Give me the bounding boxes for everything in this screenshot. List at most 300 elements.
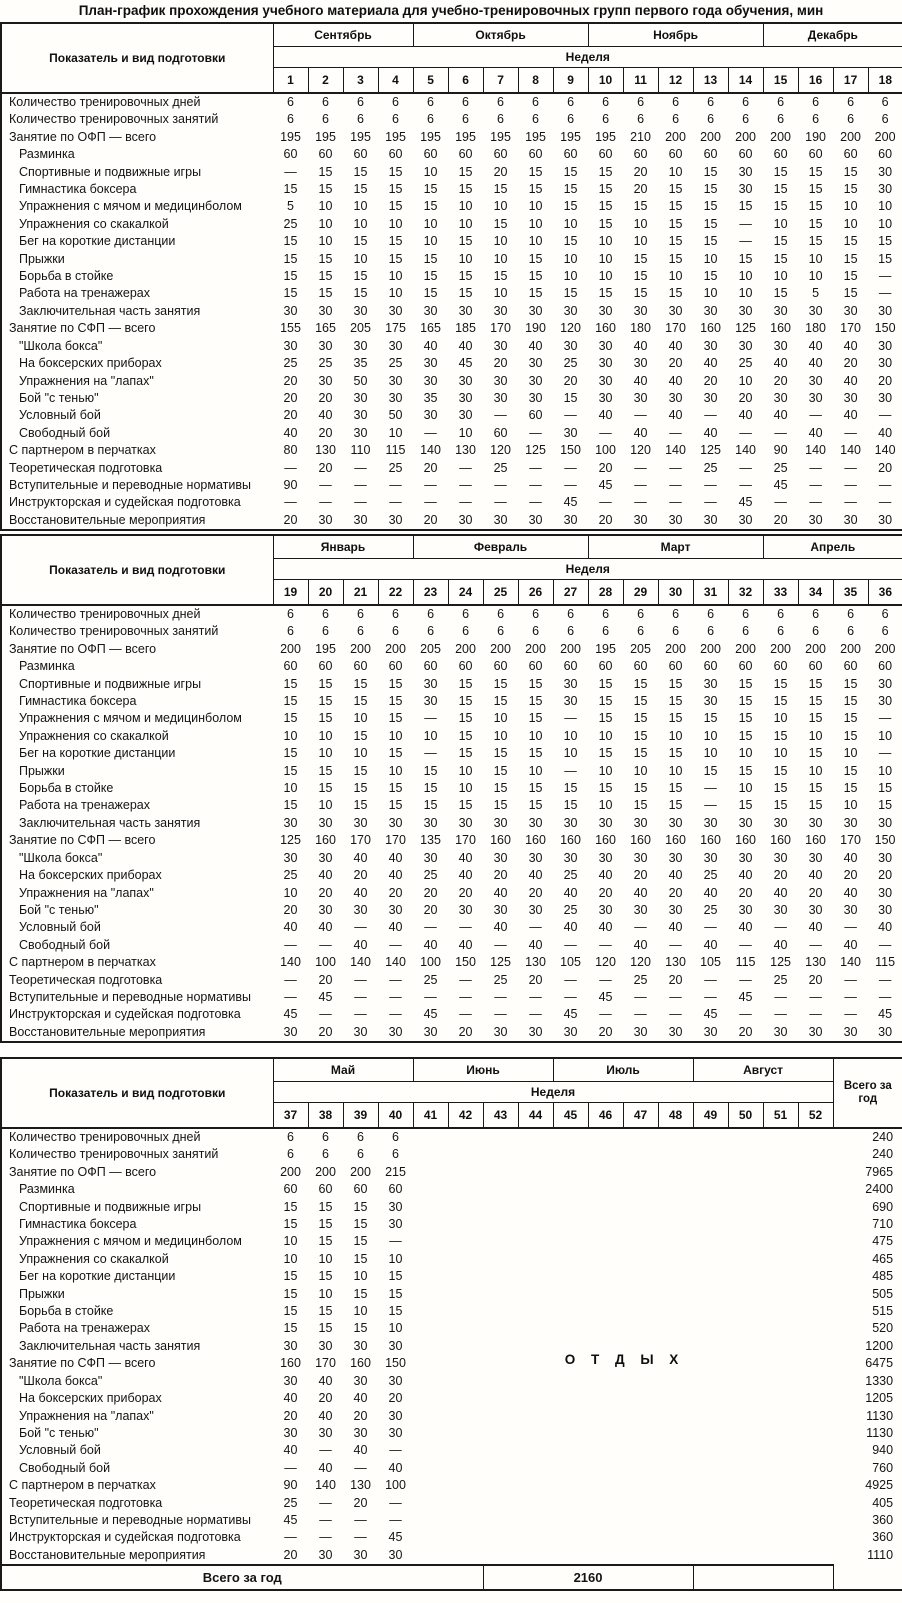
value-cell: 15 xyxy=(458,182,473,197)
value-cell: 6 xyxy=(742,607,750,621)
value-cell: 15 xyxy=(353,676,368,691)
value-cell: 15 xyxy=(563,182,578,197)
value-cell: — xyxy=(424,495,437,510)
value-cell: 15 xyxy=(668,182,683,197)
value-cell: 15 xyxy=(598,286,613,301)
value-cell: 15 xyxy=(703,269,718,284)
value-cell xyxy=(588,1128,623,1146)
value-cell: — xyxy=(564,408,577,423)
year-total-cell: 240 xyxy=(872,1147,894,1162)
value-cell: — xyxy=(389,1495,402,1510)
value-cell: 20 xyxy=(458,1024,473,1039)
row-label: Теоретическая подготовка xyxy=(9,460,163,475)
value-cell: 60 xyxy=(388,147,403,162)
value-cell: 15 xyxy=(738,251,753,266)
value-cell: 15 xyxy=(493,269,508,284)
value-cell: 45 xyxy=(598,989,613,1004)
value-cell: — xyxy=(424,989,437,1004)
value-cell: 15 xyxy=(458,798,473,813)
value-cell xyxy=(693,1373,728,1390)
row-label: Инструкторская и судейская подготовка xyxy=(9,1007,241,1022)
row-label: Упражнения со скакалкой xyxy=(19,216,169,231)
plan-table-2 xyxy=(0,534,902,1043)
value-cell: 30 xyxy=(318,303,333,318)
value-cell: 45 xyxy=(563,495,578,510)
week-number: 12 xyxy=(658,68,693,94)
value-cell xyxy=(798,1251,833,1268)
value-cell: 40 xyxy=(738,408,753,423)
table-row xyxy=(1,1408,902,1425)
value-cell: 6 xyxy=(567,607,575,621)
value-cell: 15 xyxy=(773,251,788,266)
value-cell xyxy=(483,1390,518,1407)
value-cell: 30 xyxy=(878,390,893,405)
value-cell: 20 xyxy=(283,1408,298,1423)
value-cell xyxy=(623,1512,658,1529)
value-cell: 30 xyxy=(283,815,298,830)
value-cell: — xyxy=(669,425,682,440)
value-cell: 30 xyxy=(773,902,788,917)
table-row xyxy=(1,164,902,181)
value-cell: — xyxy=(284,972,297,987)
row-label: Борьба в стойке xyxy=(19,781,114,796)
value-cell: 10 xyxy=(458,251,473,266)
table-row xyxy=(1,1251,902,1268)
value-cell: 60 xyxy=(598,659,613,674)
value-cell xyxy=(518,1128,553,1146)
value-cell: 10 xyxy=(353,1269,368,1284)
value-cell: 150 xyxy=(560,443,581,458)
value-cell xyxy=(728,1477,763,1494)
row-label: Упражнения со скакалкой xyxy=(19,728,169,743)
value-cell: 40 xyxy=(808,338,823,353)
value-cell: 195 xyxy=(490,129,511,144)
table-row xyxy=(1,989,902,1006)
value-cell: 10 xyxy=(493,286,508,301)
value-cell: 200 xyxy=(840,641,861,656)
value-cell: 15 xyxy=(283,286,298,301)
value-cell: 6 xyxy=(777,95,785,109)
value-cell: 30 xyxy=(843,815,858,830)
table-row xyxy=(1,832,902,849)
value-cell: — xyxy=(354,1007,367,1022)
value-cell xyxy=(623,1128,658,1146)
value-cell: 25 xyxy=(773,972,788,987)
value-cell: 60 xyxy=(318,659,333,674)
value-cell: 15 xyxy=(318,1199,333,1214)
week-number: 13 xyxy=(693,68,728,94)
value-cell: 30 xyxy=(388,390,403,405)
value-cell: 30 xyxy=(318,373,333,388)
table-row xyxy=(1,745,902,762)
value-cell: 20 xyxy=(878,460,893,475)
week-number: 43 xyxy=(483,1103,518,1129)
value-cell: 6 xyxy=(881,112,889,127)
value-cell xyxy=(623,1547,658,1565)
value-cell: 10 xyxy=(283,728,298,743)
value-cell: 25 xyxy=(283,1495,298,1510)
value-cell: 10 xyxy=(773,216,788,231)
value-cell: — xyxy=(809,937,822,952)
value-cell xyxy=(763,1547,798,1565)
value-cell: — xyxy=(809,460,822,475)
value-cell: 30 xyxy=(318,1338,333,1353)
value-cell: 15 xyxy=(878,798,893,813)
value-cell: — xyxy=(284,937,297,952)
year-total-cell: 465 xyxy=(872,1251,894,1266)
value-cell: — xyxy=(844,477,857,492)
week-number: 33 xyxy=(763,580,798,606)
value-cell: 30 xyxy=(318,815,333,830)
value-cell: 40 xyxy=(388,868,403,883)
value-cell: — xyxy=(494,477,507,492)
value-cell: 15 xyxy=(598,694,613,709)
value-cell: 60 xyxy=(878,659,893,674)
value-cell: 6 xyxy=(812,624,820,639)
row-label: Спортивные и подвижные игры xyxy=(19,164,202,179)
month-header: Октябрь xyxy=(413,23,588,47)
value-cell: 90 xyxy=(773,443,788,458)
value-cell xyxy=(693,1477,728,1494)
value-cell xyxy=(553,1181,588,1198)
value-cell xyxy=(623,1268,658,1285)
value-cell: 10 xyxy=(633,763,648,778)
value-cell xyxy=(448,1216,483,1233)
value-cell: — xyxy=(354,477,367,492)
value-cell: 15 xyxy=(388,1304,403,1319)
value-cell: 6 xyxy=(357,1147,364,1162)
value-cell: 20 xyxy=(738,1024,753,1039)
value-cell: — xyxy=(424,425,437,440)
value-cell: 10 xyxy=(318,1251,333,1266)
value-cell: 15 xyxy=(668,286,683,301)
value-cell xyxy=(518,1251,553,1268)
table-row xyxy=(1,797,902,814)
week-number: 1 xyxy=(273,68,308,94)
value-cell: 25 xyxy=(388,460,403,475)
value-cell: 25 xyxy=(283,868,298,883)
value-cell xyxy=(693,1164,728,1181)
value-cell xyxy=(413,1251,448,1268)
week-number: 6 xyxy=(448,68,483,94)
value-cell: — xyxy=(704,477,717,492)
row-label: Прыжки xyxy=(19,763,65,778)
value-cell: 30 xyxy=(388,338,403,353)
value-cell: 6 xyxy=(322,112,329,127)
value-cell: 30 xyxy=(353,338,368,353)
value-cell: 30 xyxy=(388,1373,403,1388)
row-label: Занятие по ОФП — всего xyxy=(9,129,157,144)
table-row xyxy=(1,1128,902,1146)
value-cell xyxy=(483,1233,518,1250)
value-cell: 30 xyxy=(703,676,718,691)
value-cell: 10 xyxy=(423,728,438,743)
value-cell: 10 xyxy=(458,781,473,796)
value-cell: 40 xyxy=(668,338,683,353)
grand-total-value: 2160 xyxy=(483,1565,693,1590)
value-cell xyxy=(658,1268,693,1285)
value-cell xyxy=(658,1442,693,1459)
value-cell: 15 xyxy=(493,798,508,813)
value-cell: — xyxy=(459,972,472,987)
value-cell xyxy=(763,1128,798,1146)
value-cell: 30 xyxy=(633,1024,648,1039)
month-header: Январь xyxy=(273,535,413,559)
value-cell xyxy=(448,1529,483,1546)
value-cell xyxy=(553,1442,588,1459)
value-cell: 15 xyxy=(598,216,613,231)
value-cell: 6 xyxy=(637,95,645,109)
value-cell: — xyxy=(319,1495,332,1510)
value-cell: 25 xyxy=(703,902,718,917)
value-cell: 100 xyxy=(385,1478,406,1493)
value-cell: 30 xyxy=(808,373,823,388)
value-cell: — xyxy=(354,1530,367,1545)
value-cell xyxy=(553,1373,588,1390)
value-cell: 15 xyxy=(318,1304,333,1319)
year-total-cell: 1130 xyxy=(866,1408,894,1423)
value-cell xyxy=(623,1442,658,1459)
value-cell: 6 xyxy=(322,1147,329,1162)
value-cell: 15 xyxy=(633,798,648,813)
value-cell: 6 xyxy=(357,624,364,639)
week-number: 48 xyxy=(658,1103,693,1129)
value-cell: 6 xyxy=(392,95,399,109)
week-number: 35 xyxy=(833,580,868,606)
value-cell xyxy=(448,1442,483,1459)
value-cell: — xyxy=(319,495,332,510)
value-cell: 15 xyxy=(633,676,648,691)
value-cell: 15 xyxy=(563,234,578,249)
row-label: Спортивные и подвижные игры xyxy=(19,676,202,691)
value-cell: 10 xyxy=(738,373,753,388)
value-cell: 215 xyxy=(385,1164,406,1179)
value-cell xyxy=(553,1268,588,1285)
value-cell: 140 xyxy=(385,955,406,970)
value-cell: — xyxy=(844,460,857,475)
value-cell: 15 xyxy=(703,216,718,231)
value-cell: 60 xyxy=(598,147,613,162)
value-cell: 45 xyxy=(598,477,613,492)
month-header: Декабрь xyxy=(763,23,902,47)
value-cell xyxy=(728,1199,763,1216)
value-cell: 20 xyxy=(808,885,823,900)
value-cell: 45 xyxy=(703,1007,718,1022)
value-cell: 15 xyxy=(353,781,368,796)
value-cell: 40 xyxy=(353,850,368,865)
row-label: Гимнастика боксера xyxy=(19,1217,137,1232)
value-cell: 30 xyxy=(388,1338,403,1353)
value-cell: 25 xyxy=(423,972,438,987)
value-cell: — xyxy=(774,920,787,935)
value-cell: 160 xyxy=(350,1356,371,1371)
value-cell xyxy=(763,1164,798,1181)
value-cell: 6 xyxy=(812,607,820,621)
value-cell: 6 xyxy=(742,624,750,639)
value-cell: 30 xyxy=(423,694,438,709)
value-cell: — xyxy=(529,495,542,510)
value-cell: 15 xyxy=(423,781,438,796)
value-cell: 40 xyxy=(773,408,788,423)
value-cell xyxy=(623,1303,658,1320)
table-row xyxy=(1,1199,902,1216)
value-cell xyxy=(483,1181,518,1198)
value-cell: 15 xyxy=(808,781,823,796)
value-cell: 15 xyxy=(283,798,298,813)
value-cell: 15 xyxy=(703,164,718,179)
value-cell: 60 xyxy=(388,1182,403,1197)
value-cell: 15 xyxy=(563,164,578,179)
value-cell: — xyxy=(739,216,752,231)
value-cell: 15 xyxy=(563,781,578,796)
value-cell xyxy=(693,1146,728,1163)
value-cell: 60 xyxy=(283,659,298,674)
value-cell: — xyxy=(389,1007,402,1022)
value-cell: 30 xyxy=(458,303,473,318)
value-cell: 200 xyxy=(525,641,546,656)
value-cell: — xyxy=(704,989,717,1004)
value-cell xyxy=(448,1199,483,1216)
value-cell: 15 xyxy=(353,1251,368,1266)
value-cell: 20 xyxy=(283,512,298,527)
value-cell: — xyxy=(389,937,402,952)
value-cell: 15 xyxy=(318,269,333,284)
value-cell: 10 xyxy=(598,251,613,266)
value-cell: 150 xyxy=(874,321,896,336)
value-cell: 40 xyxy=(878,425,893,440)
value-cell: 15 xyxy=(283,763,298,778)
value-cell: 30 xyxy=(458,408,473,423)
value-cell: 170 xyxy=(350,833,371,848)
value-cell: 10 xyxy=(528,199,543,214)
week-number: 9 xyxy=(553,68,588,94)
value-cell xyxy=(553,1286,588,1303)
value-cell: 40 xyxy=(423,338,438,353)
value-cell: 10 xyxy=(353,216,368,231)
value-cell: 15 xyxy=(493,676,508,691)
value-cell: 15 xyxy=(738,676,753,691)
value-cell: 40 xyxy=(633,338,648,353)
value-cell: 20 xyxy=(668,972,683,987)
value-cell xyxy=(588,1164,623,1181)
week-number: 32 xyxy=(728,580,763,606)
value-cell: 30 xyxy=(353,512,368,527)
value-cell xyxy=(518,1495,553,1512)
value-cell: 30 xyxy=(738,338,753,353)
value-cell: 20 xyxy=(668,885,683,900)
value-cell xyxy=(588,1442,623,1459)
value-cell xyxy=(798,1408,833,1425)
value-cell: — xyxy=(319,477,332,492)
month-header: Июль xyxy=(553,1058,693,1082)
value-cell xyxy=(483,1268,518,1285)
value-cell: 140 xyxy=(420,443,441,458)
value-cell xyxy=(518,1512,553,1529)
rest-period-label: О Т Д Ы Х xyxy=(564,1352,685,1367)
value-cell: 40 xyxy=(843,408,858,423)
value-cell: 40 xyxy=(353,1391,368,1406)
value-cell: 15 xyxy=(353,728,368,743)
value-cell: 40 xyxy=(493,885,508,900)
value-cell: 15 xyxy=(388,1269,403,1284)
value-cell: 60 xyxy=(423,659,438,674)
value-cell xyxy=(623,1390,658,1407)
value-cell: 20 xyxy=(598,885,613,900)
value-cell: 185 xyxy=(455,321,476,336)
value-cell xyxy=(518,1460,553,1477)
value-cell: 6 xyxy=(672,607,680,621)
value-cell: 15 xyxy=(318,1217,333,1232)
value-cell: 15 xyxy=(353,164,368,179)
value-cell: 40 xyxy=(318,1373,333,1388)
value-cell: 195 xyxy=(420,129,441,144)
week-label: Неделя xyxy=(273,559,902,580)
value-cell xyxy=(623,1181,658,1198)
value-cell: 15 xyxy=(843,234,858,249)
month-header: Май xyxy=(273,1058,413,1082)
value-cell: 15 xyxy=(703,234,718,249)
value-cell: 6 xyxy=(637,624,645,639)
value-cell: 200 xyxy=(350,641,371,656)
value-cell: 30 xyxy=(388,1547,403,1562)
value-cell: — xyxy=(599,972,612,987)
value-cell: 10 xyxy=(843,798,858,813)
value-cell: 20 xyxy=(318,390,333,405)
row-label: Упражнения с мячом и медицинболом xyxy=(19,1234,242,1249)
value-cell: 15 xyxy=(493,746,508,761)
value-cell: 60 xyxy=(493,659,508,674)
value-cell xyxy=(728,1128,763,1146)
value-cell xyxy=(798,1146,833,1163)
value-cell xyxy=(448,1425,483,1442)
value-cell: 10 xyxy=(738,269,753,284)
table-row xyxy=(1,1233,902,1250)
value-cell xyxy=(798,1529,833,1546)
week-label: Неделя xyxy=(273,1082,833,1103)
value-cell: 6 xyxy=(812,95,820,109)
value-cell xyxy=(658,1251,693,1268)
value-cell: 15 xyxy=(598,746,613,761)
value-cell: 200 xyxy=(385,641,406,656)
value-cell xyxy=(728,1495,763,1512)
value-cell: 60 xyxy=(843,659,858,674)
value-cell: 20 xyxy=(633,182,648,197)
value-cell: — xyxy=(494,1007,507,1022)
value-cell xyxy=(413,1199,448,1216)
value-cell: 10 xyxy=(843,746,858,761)
value-cell: 40 xyxy=(668,408,683,423)
value-cell: 30 xyxy=(668,1024,683,1039)
value-cell xyxy=(448,1512,483,1529)
value-cell: — xyxy=(424,746,437,761)
value-cell: — xyxy=(704,972,717,987)
value-cell xyxy=(553,1164,588,1181)
value-cell: 15 xyxy=(283,182,298,197)
value-cell xyxy=(693,1425,728,1442)
value-cell: 30 xyxy=(738,164,753,179)
value-cell: 30 xyxy=(598,303,613,318)
value-cell: 40 xyxy=(318,408,333,423)
value-cell: 45 xyxy=(738,495,753,510)
value-cell: — xyxy=(878,711,892,726)
value-cell: 6 xyxy=(287,1130,294,1144)
value-cell: 10 xyxy=(388,269,403,284)
value-cell: 10 xyxy=(808,763,823,778)
value-cell: 30 xyxy=(423,676,438,691)
value-cell: 30 xyxy=(633,512,648,527)
value-cell: 30 xyxy=(318,1425,333,1440)
month-header: Ноябрь xyxy=(588,23,763,47)
